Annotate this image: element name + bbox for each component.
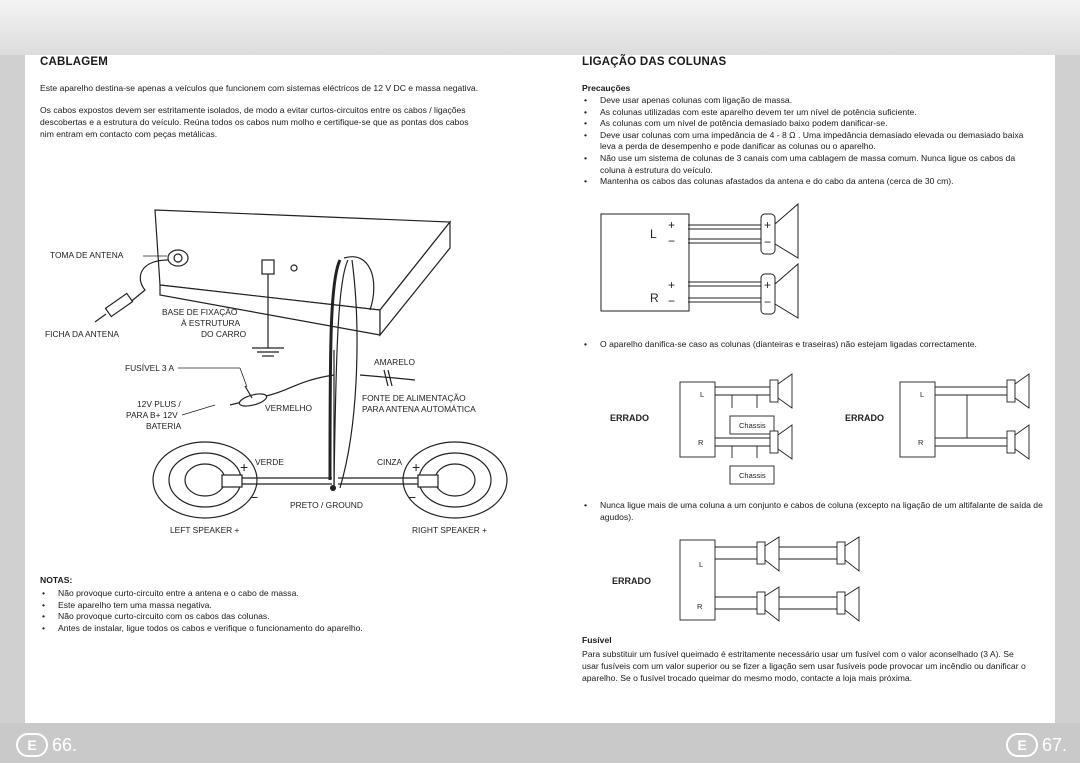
svg-text:+: +: [668, 278, 676, 292]
svg-text:+: +: [764, 278, 772, 292]
channel-l-label: L: [650, 227, 657, 241]
page-number-left: [16, 733, 77, 757]
wrong-label-r-ch: R: [697, 602, 703, 611]
label-plus-line3: BATERIA: [146, 421, 182, 431]
never-note-wrap: [582, 500, 1043, 523]
damage-note: • O aparelho danifica-se caso as colunas (dianteiras e traseiras) não estejam ligadas correctamente.: [582, 339, 1010, 351]
wrong-multi-speaker-diagram: [582, 535, 882, 630]
fuse-title: Fusível: [582, 635, 612, 645]
svg-text:−: −: [668, 234, 676, 248]
wrong-label: ERRADO: [845, 413, 885, 423]
precaution-item: • As colunas com um nível de potência demasiado baixo podem danificar-se.: [582, 118, 1032, 130]
label-left-speaker: LEFT SPEAKER +: [170, 525, 240, 535]
wrong-label-r-ch: R: [698, 438, 704, 447]
top-band: [0, 0, 1080, 55]
fuse-paragraph: Para substituir um fusível queimado é estritamente necessário usar um fusível com o valor aconselhado (3 A). Se usar fusíveis com um valor superior ou se fizer a ligação sem usar fusíveis pode provocar um incêndio ou danificar o aparelho. Se o fusível trocado queimar do mesmo modo, contacte a loja mais próxima.: [582, 649, 1026, 683]
precaution-item: • Deve usar colunas com uma impedância de 4 - 8 Ω . Uma impedância demasiado elevada ou demasiado baixa leva a perda de desempenho e pode danificar as colunas ou o aparelho.: [582, 130, 1032, 153]
note-item: • Não provoque curto-circuito com os cabos das colunas.: [40, 611, 510, 623]
label-plus-line1: 12V PLUS /: [137, 399, 181, 409]
wrong-chassis-diagram: [582, 372, 1042, 497]
precautions-list: [582, 95, 1032, 188]
label-mount-line1: BASE DE FIXAÇÃO: [162, 307, 238, 317]
fuse-section: [582, 634, 1032, 684]
label-power-line1: FONTE DE ALIMENTAÇÃO: [362, 393, 466, 403]
svg-text:+: +: [412, 459, 421, 475]
precaution-item: • Mantenha os cabos das colunas afastados da antena e do cabo da antena (cerca de 30 cm).: [582, 176, 1032, 188]
left-column: [40, 55, 510, 140]
label-black-ground: PRETO / GROUND: [290, 500, 363, 510]
svg-text:−: −: [764, 235, 772, 249]
notes-section: [40, 574, 510, 634]
notes-title: NOTAS:: [40, 575, 73, 585]
note-item: • Não provoque curto-circuito entre a antena e o cabo de massa.: [40, 588, 510, 600]
wrong-label-r-ch: R: [918, 438, 924, 447]
label-mount-line3: DO CARRO: [201, 329, 247, 339]
language-badge: E: [1006, 733, 1038, 757]
precaution-item: • As colunas utilizadas com este aparelho devem ter um nível de potência suficiente.: [582, 107, 1032, 119]
channel-r-label: R: [650, 291, 659, 305]
label-right-speaker: RIGHT SPEAKER +: [412, 525, 488, 535]
label-fuse: FUSÍVEL 3 A: [125, 363, 175, 373]
intro-paragraph: Este aparelho destina-se apenas a veículos que funcionem com sistemas eléctricos de 12 V DC e massa negativa.: [40, 83, 479, 93]
speaker-connection-diagram: [598, 200, 808, 330]
label-green-wire: VERDE: [255, 457, 284, 467]
wrong-label-l-ch: L: [700, 390, 705, 399]
svg-text:−: −: [408, 489, 417, 505]
note-item: • Antes de instalar, ligue todos os cabos e verifique o funcionamento do aparelho.: [40, 623, 510, 635]
wrong-label-l-ch: L: [699, 560, 704, 569]
label-mount-line2: À ESTRUTURA: [181, 318, 241, 328]
wrong-label: ERRADO: [610, 413, 650, 423]
damage-note-wrap: [582, 339, 1032, 351]
bottom-band: [0, 723, 1080, 763]
left-margin-bar: [0, 55, 25, 723]
svg-text:−: −: [250, 489, 259, 505]
svg-text:+: +: [668, 218, 676, 232]
cables-paragraph: Os cabos expostos devem ser estritamente isolados, de modo a evitar curtos-circuitos entre os cabos / ligações descobertas e a estrutura do veículo. Reúna todos os cabos num molho e certifique-se que as pontas dos cabos nim entram em contacto com peças metálicas.: [40, 105, 469, 139]
label-antenna-socket: TOMA DE ANTENA: [50, 250, 124, 260]
label-red-wire: VERMELHO: [265, 403, 313, 413]
label-antenna-plug: FICHA DA ANTENA: [45, 329, 119, 339]
language-badge: E: [16, 733, 48, 757]
section-title-cablagem: CABLAGEM: [40, 56, 109, 68]
chassis-label: Chassis: [739, 471, 766, 480]
chassis-label: Chassis: [739, 421, 766, 430]
precautions-title: Precauções: [582, 83, 631, 93]
label-power-line2: PARA ANTENA AUTOMÁTICA: [362, 404, 476, 414]
wiring-diagram: [40, 200, 520, 545]
section-title-speakers: LIGAÇÃO DAS COLUNAS: [582, 56, 727, 68]
page-number-text: 66.: [52, 734, 78, 755]
wrong-label-l-ch: L: [920, 390, 925, 399]
label-yellow-wire: AMARELO: [374, 357, 415, 367]
label-grey-wire: CINZA: [377, 457, 403, 467]
never-note: • Nunca ligue mais de uma coluna a um conjunto e cabos de coluna (excepto na ligação de um altifalante de saída de agudos).: [582, 500, 1045, 523]
wrong-label: ERRADO: [612, 576, 652, 586]
svg-text:−: −: [668, 294, 676, 308]
svg-text:+: +: [764, 218, 772, 232]
precaution-item: • Não use um sistema de colunas de 3 canais com uma cablagem de massa comum. Nunca ligue os cabos da coluna à estrutura do veículo.: [582, 153, 1032, 176]
page-number-right: [1006, 733, 1067, 757]
label-plus-line2: PARA B+ 12V: [126, 410, 178, 420]
svg-text:+: +: [240, 459, 249, 475]
note-item: • Este aparelho tem uma massa negativa.: [40, 600, 510, 612]
precaution-item: • Deve usar apenas colunas com ligação de massa.: [582, 95, 1032, 107]
svg-text:−: −: [764, 295, 772, 309]
right-margin-bar: [1055, 55, 1080, 723]
right-column: [582, 55, 1032, 188]
page-number-text: 67.: [1042, 734, 1068, 755]
